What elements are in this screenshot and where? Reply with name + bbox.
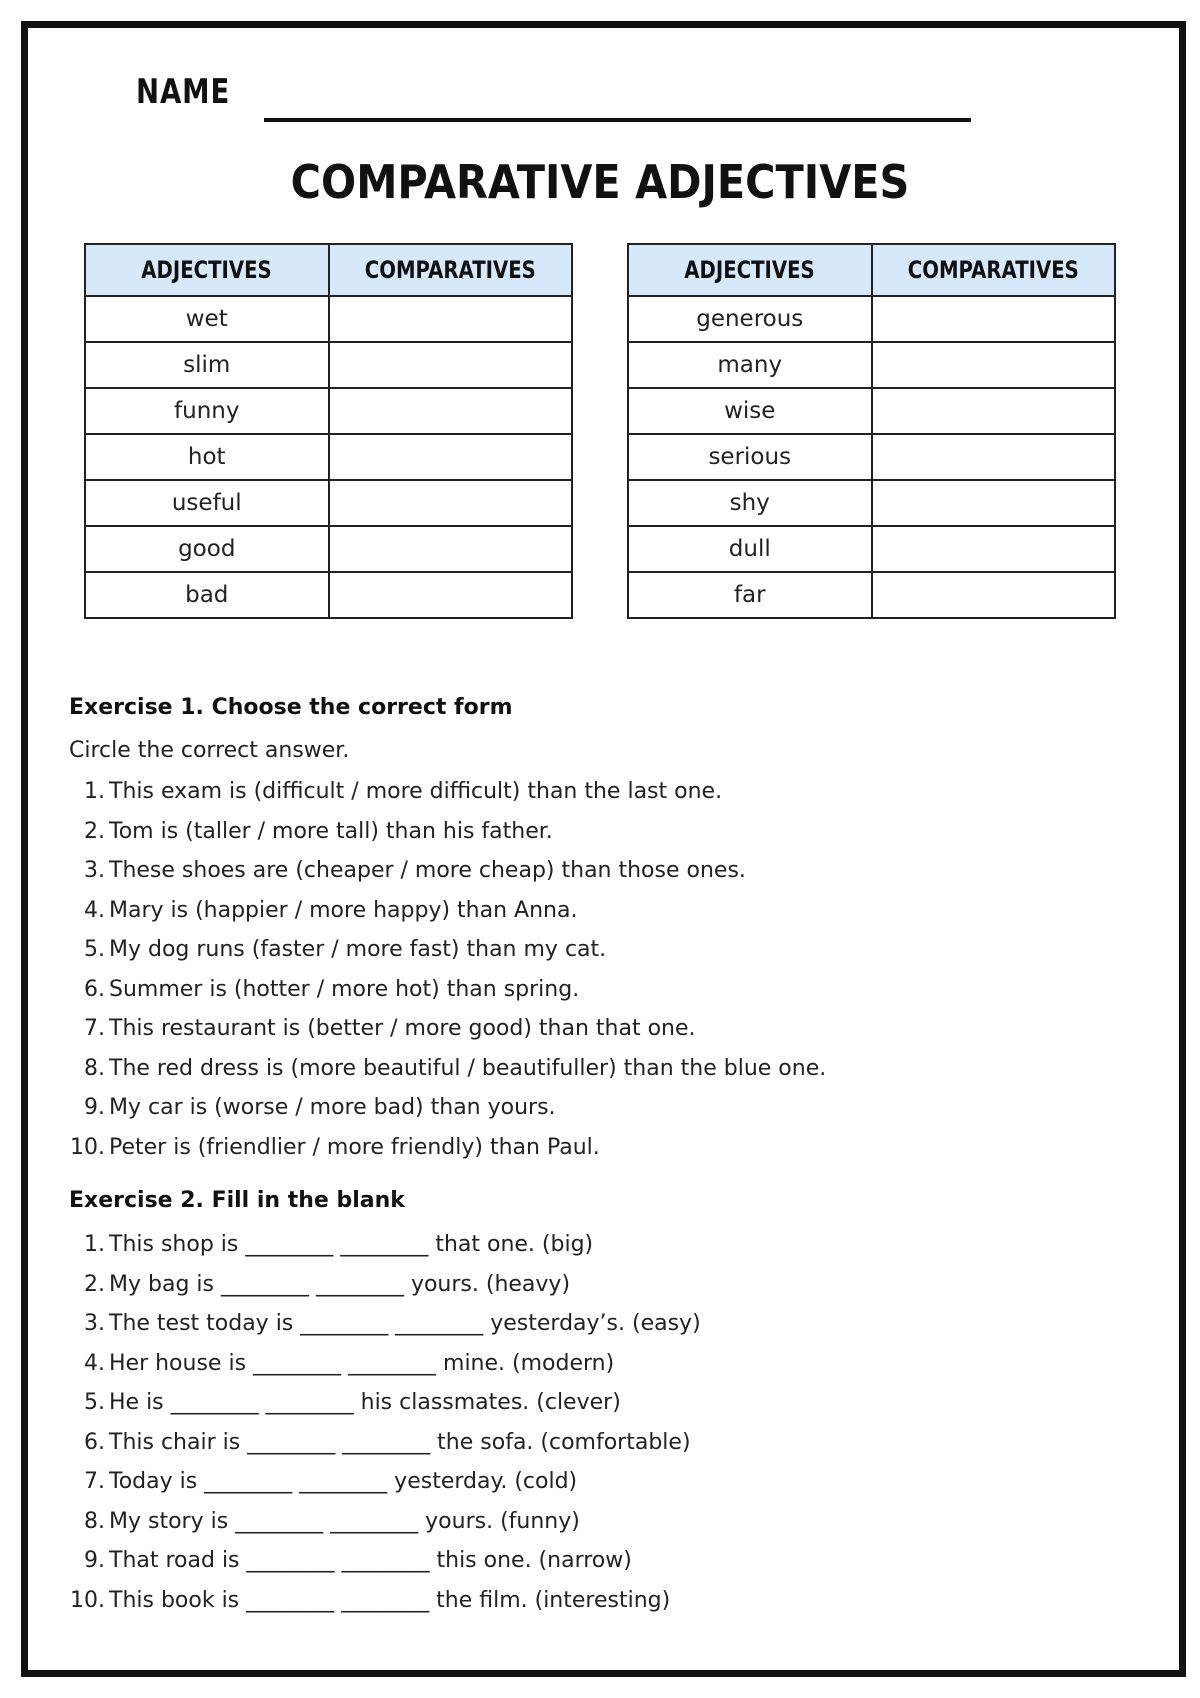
list-item	[69, 852, 1129, 892]
list-item	[69, 931, 1129, 971]
comparative-answer-cell[interactable]	[872, 342, 1116, 388]
adjective-cell: bad	[85, 572, 329, 618]
list-item	[69, 773, 1129, 813]
item-number: 9.	[84, 1548, 105, 1573]
worksheet-title: COMPARATIVE ADJECTIVES	[290, 155, 910, 209]
table-row	[628, 296, 1115, 342]
list-item	[69, 1542, 1129, 1582]
item-number: 10.	[70, 1587, 105, 1613]
item-number: 2.	[84, 818, 105, 844]
comparative-answer-cell[interactable]	[329, 526, 573, 572]
list-item	[69, 1463, 1129, 1503]
item-number: 1.	[84, 1232, 105, 1257]
item-text: Mary is (happier / more happy) than Anna.	[109, 897, 578, 923]
list-item	[69, 892, 1129, 932]
adjective-cell: wet	[85, 296, 329, 342]
list-item	[69, 1266, 1129, 1306]
table-row	[85, 526, 572, 572]
list-item	[69, 1089, 1129, 1129]
name-write-line[interactable]	[264, 118, 971, 122]
exercise-2-list	[69, 1226, 1129, 1621]
item-number: 3.	[84, 858, 105, 883]
table-row	[628, 342, 1115, 388]
comparative-answer-cell[interactable]	[872, 572, 1116, 618]
table-row	[628, 388, 1115, 434]
table-row	[85, 388, 572, 434]
item-text: My story is ________ ________ yours. (funny)	[109, 1508, 580, 1534]
name-row	[136, 68, 976, 128]
item-text: Today is ________ ________ yesterday. (cold)	[109, 1469, 578, 1494]
adjective-cell: shy	[628, 480, 872, 526]
item-text: This exam is (difficult / more difficult) than the last one.	[109, 779, 723, 804]
table-row	[628, 526, 1115, 572]
name-label: NAME	[136, 72, 231, 112]
item-number: 8.	[84, 1508, 105, 1534]
item-number: 6.	[84, 1429, 105, 1455]
item-text: The red dress is (more beautiful / beautifuller) than the blue one.	[109, 1055, 827, 1081]
comparative-answer-cell[interactable]	[872, 526, 1116, 572]
adjective-cell: good	[85, 526, 329, 572]
item-text: This restaurant is (better / more good) than that one.	[109, 1016, 696, 1041]
item-number: 6.	[84, 976, 105, 1002]
column-header-comparatives: COMPARATIVES	[872, 244, 1116, 296]
exercise-2	[69, 1186, 1129, 1621]
table-row	[85, 342, 572, 388]
item-number: 5.	[84, 937, 105, 962]
item-text: Her house is ________ ________ mine. (modern)	[109, 1350, 615, 1376]
comparative-answer-cell[interactable]	[872, 480, 1116, 526]
comparative-answer-cell[interactable]	[329, 296, 573, 342]
table-row	[628, 434, 1115, 480]
table-row	[85, 434, 572, 480]
item-text: This book is ________ ________ the film. (interesting)	[109, 1587, 671, 1613]
adjective-cell: dull	[628, 526, 872, 572]
comparative-answer-cell[interactable]	[329, 572, 573, 618]
column-header-adjectives: ADJECTIVES	[628, 244, 872, 296]
item-text: The test today is ________ ________ yesterday’s. (easy)	[109, 1311, 701, 1336]
item-number: 8.	[84, 1055, 105, 1081]
column-header-comparatives: COMPARATIVES	[329, 244, 573, 296]
item-number: 2.	[84, 1271, 105, 1297]
exercise-1-title: Exercise 1. Choose the correct form	[69, 695, 513, 720]
item-text: Peter is (friendlier / more friendly) than Paul.	[109, 1134, 600, 1160]
list-item	[69, 1345, 1129, 1385]
item-number: 10.	[70, 1134, 105, 1160]
adjective-cell: far	[628, 572, 872, 618]
exercises-section	[69, 693, 1129, 1621]
list-item	[69, 1226, 1129, 1266]
list-item	[69, 1305, 1129, 1345]
item-text: These shoes are (cheaper / more cheap) than those ones.	[109, 858, 746, 883]
item-number: 9.	[84, 1095, 105, 1120]
item-text: My car is (worse / more bad) than yours.	[109, 1095, 556, 1120]
item-text: Tom is (taller / more tall) than his father.	[109, 818, 553, 844]
comparative-answer-cell[interactable]	[872, 434, 1116, 480]
comparative-answer-cell[interactable]	[329, 388, 573, 434]
adjective-cell: hot	[85, 434, 329, 480]
adjectives-table-left	[84, 243, 573, 619]
item-number: 3.	[84, 1311, 105, 1336]
item-number: 7.	[84, 1016, 105, 1041]
column-header-adjectives: ADJECTIVES	[85, 244, 329, 296]
item-text: That road is ________ ________ this one. (narrow)	[109, 1548, 632, 1573]
exercise-1	[69, 693, 1129, 1168]
item-number: 5.	[84, 1390, 105, 1415]
comparative-answer-cell[interactable]	[329, 342, 573, 388]
item-text: Summer is (hotter / more hot) than spring.	[109, 976, 580, 1002]
item-number: 4.	[84, 1350, 105, 1376]
list-item	[69, 971, 1129, 1011]
list-item	[69, 813, 1129, 853]
list-item	[69, 1424, 1129, 1464]
list-item	[69, 1050, 1129, 1090]
adjective-cell: serious	[628, 434, 872, 480]
list-item	[69, 1129, 1129, 1169]
adjective-cell: slim	[85, 342, 329, 388]
list-item	[69, 1582, 1129, 1622]
item-text: My bag is ________ ________ yours. (heavy)	[109, 1271, 571, 1297]
comparative-answer-cell[interactable]	[872, 296, 1116, 342]
item-text: This chair is ________ ________ the sofa. (comfortable)	[109, 1429, 691, 1455]
adjectives-table-right	[627, 243, 1116, 619]
adjective-cell: wise	[628, 388, 872, 434]
adjective-cell: generous	[628, 296, 872, 342]
adjective-cell: many	[628, 342, 872, 388]
list-item	[69, 1503, 1129, 1543]
table-row	[85, 296, 572, 342]
table-row	[85, 480, 572, 526]
comparative-answer-cell[interactable]	[872, 388, 1116, 434]
adjective-cell: funny	[85, 388, 329, 434]
table-row	[85, 572, 572, 618]
item-number: 1.	[84, 779, 105, 804]
list-item	[69, 1010, 1129, 1050]
exercise-2-title: Exercise 2. Fill in the blank	[69, 1188, 405, 1213]
item-text: He is ________ ________ his classmates. (clever)	[109, 1390, 621, 1415]
adjective-cell: useful	[85, 480, 329, 526]
comparative-answer-cell[interactable]	[329, 434, 573, 480]
item-number: 7.	[84, 1469, 105, 1494]
comparative-answer-cell[interactable]	[329, 480, 573, 526]
exercise-1-instruction: Circle the correct answer.	[69, 738, 350, 763]
exercise-1-list	[69, 773, 1129, 1168]
item-text: My dog runs (faster / more fast) than my cat.	[109, 937, 607, 962]
item-number: 4.	[84, 897, 105, 923]
table-row	[628, 480, 1115, 526]
table-row	[628, 572, 1115, 618]
list-item	[69, 1384, 1129, 1424]
item-text: This shop is ________ ________ that one. (big)	[109, 1232, 594, 1257]
